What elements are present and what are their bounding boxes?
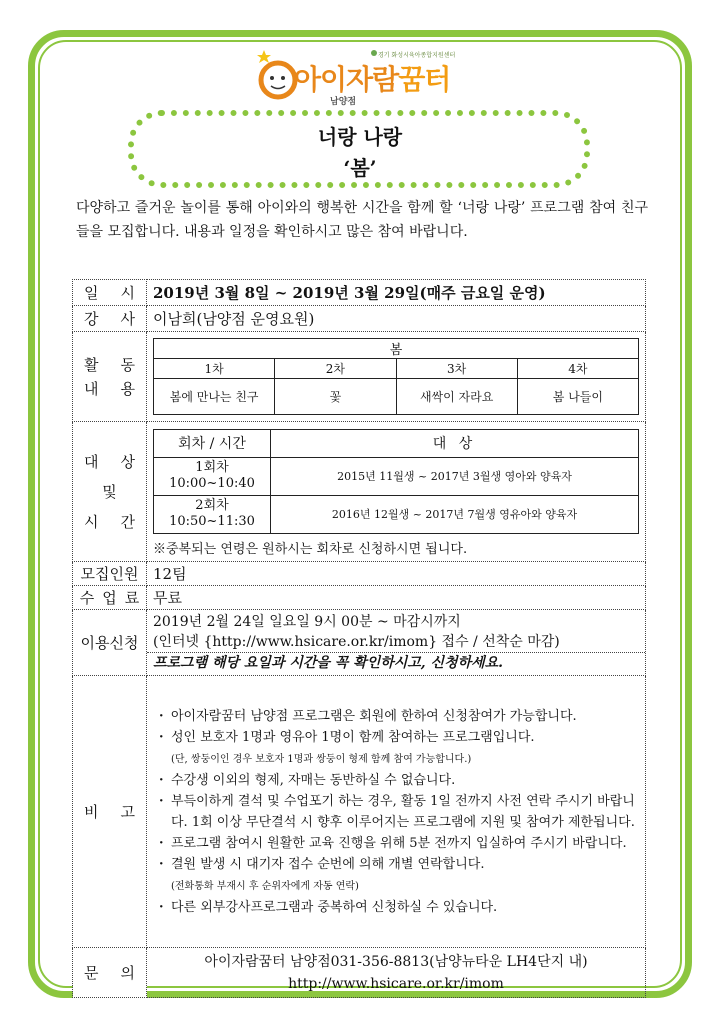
apply-line2: (인터넷 {http://www.hsicare.or.kr/imom} 접수 / 선착순 마감) xyxy=(153,634,560,650)
row-fee xyxy=(73,586,646,610)
row-notes xyxy=(73,676,646,948)
logo-org-text: 경기 화성시육아종합지원센터 xyxy=(378,52,456,59)
intro-paragraph: 다양하고 즐거운 놀이를 통해 아이와의 행복한 시간을 함께 할 ‘너랑 나랑’ 프로그램 참여 친구들을 모집합니다. 내용과 일정을 확인하시고 많은 참여 바랍니다. xyxy=(76,200,648,240)
apply-line1: 2019년 2월 24일 일요일 9시 00분 ~ 마감시까지 xyxy=(153,614,461,630)
notes-list xyxy=(157,706,639,918)
apply-cell xyxy=(147,610,646,676)
note-3: · 수강생 이외의 형제, 자매는 동반하실 수 없습니다. xyxy=(157,770,639,791)
title-line2: ‘봄’ xyxy=(343,156,377,180)
value-fee: 무료 xyxy=(147,586,646,610)
target-note: ※중복되는 연령은 원하시는 회차로 신청하시면 됩니다. xyxy=(153,541,468,557)
activity-table xyxy=(153,338,639,415)
topic-3: 새싹이 자라요 xyxy=(396,379,517,415)
round-4: 4차 xyxy=(517,359,638,379)
label-apply: 이용신청 xyxy=(73,610,147,676)
title-line1: 너랑 나랑 xyxy=(317,125,403,149)
activity-header: 봄 xyxy=(154,339,639,359)
contact-cell xyxy=(147,948,646,998)
row-contact xyxy=(73,948,646,998)
contact-url[interactable]: http://www.hsicare.or.kr/imom xyxy=(288,975,504,992)
logo-name-a: 아이자람 xyxy=(294,63,399,96)
value-instructor: 이남희(남양점 운영요원) xyxy=(147,306,646,332)
row-activity xyxy=(73,332,646,422)
target-col2: 대 상 xyxy=(271,429,639,457)
session2-time: 2회차 10:50~11:30 xyxy=(154,495,271,533)
session2-target: 2016년 12월생 ~ 2017년 7월생 영유아와 양육자 xyxy=(271,495,639,533)
notes-cell xyxy=(147,676,646,948)
value-schedule: 2019년 3월 8일 ~ 2019년 3월 29일(매주 금요일 운영) xyxy=(147,280,646,306)
round-3: 3차 xyxy=(396,359,517,379)
row-target xyxy=(73,422,646,562)
row-apply xyxy=(73,610,646,676)
note-4: · 부득이하게 결석 및 수업포기 하는 경우, 활동 1일 전까지 사전 연락 주시기 바랍니다. 1회 이상 무단결석 시 향후 이루어지는 프로그램에 지원 및 참여가 제한됩니다. xyxy=(157,791,639,833)
topic-4: 봄 나들이 xyxy=(517,379,638,415)
session1-time: 1회차 10:00~10:40 xyxy=(154,457,271,495)
contact-line1: 아이자람꿈터 남양점031-356-8813(남양뉴타운 LH4단지 내) xyxy=(204,953,588,970)
row-capacity xyxy=(73,562,646,586)
info-table xyxy=(72,279,646,998)
apply-line3: 프로그램 해당 요일과 시간을 꼭 확인하시고, 신청하세요. xyxy=(147,652,645,673)
label-fee: 수업료 xyxy=(73,586,147,610)
activity-cell xyxy=(147,332,646,422)
label-capacity: 모집인원 xyxy=(73,562,147,586)
note-1: · 아이자람꿈터 남양점 프로그램은 회원에 한하여 신청참여가 가능합니다. xyxy=(157,706,639,727)
target-cell xyxy=(147,422,646,562)
label-schedule: 일시 xyxy=(73,280,147,306)
target-table xyxy=(153,429,639,534)
note-7: · 다른 외부강사프로그램과 중복하여 신청하실 수 있습니다. xyxy=(157,897,639,918)
round-2: 2차 xyxy=(275,359,396,379)
topic-2: 꽃 xyxy=(275,379,396,415)
logo-branch: 남양점 xyxy=(330,97,357,107)
row-schedule xyxy=(73,280,646,306)
value-capacity: 12팀 xyxy=(147,562,646,586)
note-5: · 프로그램 참여시 원활한 교육 진행을 위해 5분 전까지 입실하여 주시기 바랍니다. xyxy=(157,833,639,854)
row-instructor xyxy=(73,306,646,332)
note-2: · 성인 보호자 1명과 영유아 1명이 함께 참여하는 프로그램입니다. (단, 쌍둥이인 경우 보호자 1명과 쌍둥이 형제 함께 참여 가능합니다.) xyxy=(157,727,639,770)
label-contact: 문의 xyxy=(73,948,147,998)
session1-target: 2015년 11월생 ~ 2017년 3월생 영아와 양육자 xyxy=(271,457,639,495)
round-1: 1차 xyxy=(154,359,275,379)
target-col1: 회차 / 시간 xyxy=(154,429,271,457)
logo-name xyxy=(294,58,450,98)
note-6: · 결원 발생 시 대기자 접수 순번에 의해 개별 연락합니다. (전화통화 부재시 후 순위자에게 자동 연락) xyxy=(157,854,639,897)
label-instructor: 강사 xyxy=(73,306,147,332)
topic-1: 봄에 만나는 친구 xyxy=(154,379,275,415)
label-target: 대상 및 시간 xyxy=(73,422,147,562)
label-activity: 활동 내용 xyxy=(73,332,147,422)
logo-name-b: 꿈터 xyxy=(398,63,451,96)
label-notes: 비고 xyxy=(73,676,147,948)
